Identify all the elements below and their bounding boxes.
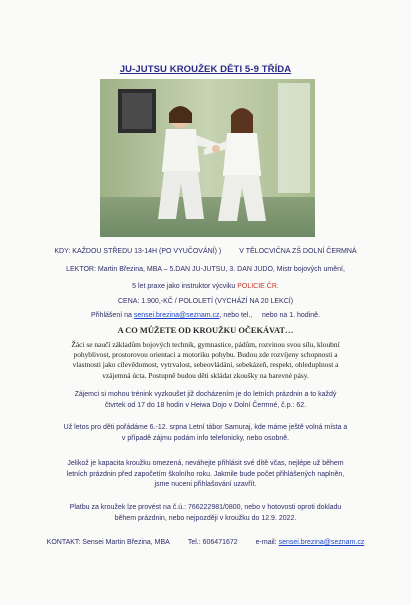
schedule-line — [14, 247, 397, 258]
paragraph-line: Platbu za kroužek lze provést na č.ú.: 766222981/0800, nebo v hotovosti oproti dokladu — [69, 504, 342, 511]
registration-prefix: Přihlášení na — [91, 312, 134, 319]
schedule-when: KDY: KAŽDOU STŘEDU 13-14H (PO VYUČOVÁNÍ) ) — [54, 248, 222, 255]
paragraph-line: v případě zájmu podám info telefonicky, nebo osobně. — [121, 434, 290, 442]
trial-paragraph — [14, 390, 397, 411]
lecturer-line-2 — [14, 282, 397, 293]
contact-name: KONTAKT: Sensei Martin Březina, MBA — [46, 539, 170, 546]
lecturer-line-2-text: 5 let praxe jako instruktor výcviku — [132, 282, 238, 290]
lecturer-line-1: LEKTOR: Martin Březina, MBA – 5.DAN JU-JUTSU, 3. DAN JUDO, Mistr bojových umění, — [66, 266, 345, 273]
paragraph-line: Zájemci si mohou trénink vyzkoušet již docházením je do letních prázdnin a to každý — [74, 391, 337, 398]
expectations-paragraph — [14, 340, 397, 381]
paragraph-line: vzájemná úcta. Postupně budou děti skládat zkoušky na barevné pásy. — [102, 370, 309, 380]
price-line — [14, 297, 397, 308]
paragraph-line: čtvrtek od 17 do 18 hodin v Heiwa Dojo v Dolní Čermné, č.p.: 62. — [104, 401, 307, 409]
paragraph-line: Už letos pro děti pořádáme 6.-12. srpna Letní tábor Samuraj, kde máme ještě volná místa a — [63, 424, 348, 431]
section-heading: A CO MŮŽETE OD KROUŽKU OČEKÁVAT… — [117, 326, 294, 335]
schedule-where: V TĚLOCVIČNA ZŠ DOLNÍ ČERMNÁ — [239, 248, 357, 255]
paragraph-line: letních prázdnin před započetím školního roku. Jakmile bude počet přihlášených naplněn, — [66, 470, 345, 478]
paragraph-line: Žáci se naučí základům bojových technik, gymnastice, pádům, rozvinou svou sílu, kloubní — [71, 340, 340, 349]
contact-email-link[interactable]: sensei.brezina@seznam.cz — [278, 539, 365, 546]
contact-phone: Tel.: 606471672 — [187, 539, 238, 546]
paragraph-line: jsme nuceni přihlašování uzavřít. — [154, 481, 257, 488]
contact-line — [14, 538, 397, 549]
capacity-paragraph — [14, 459, 397, 491]
lecturer-highlight: POLICIE ČR. — [237, 282, 279, 290]
page-title: JU-JUTSU KROUŽEK DĚTI 5-9 TŘÍDA — [119, 64, 292, 75]
paragraph-line: pohyblivost, prostorovou orientaci a motoriku pohybu. Budou zde rozvíjeny schopnosti a — [73, 350, 338, 360]
payment-paragraph — [14, 503, 397, 524]
price-text: CENA: 1.900,-KČ / POLOLETÍ (VYCHÁZÍ NA 20 LEKCÍ) — [117, 298, 294, 305]
lecturer-info — [14, 265, 397, 292]
photo-illustration — [100, 79, 315, 237]
contact-email-label: e-mail: — [255, 539, 279, 546]
registration-email-link[interactable]: sensei.brezina@seznam.cz — [133, 312, 220, 319]
camp-paragraph — [14, 423, 397, 444]
registration-line — [14, 311, 397, 322]
paragraph-line: během prázdnin, nebo nejpozději v kroužku do 12.9. 2022. — [114, 514, 297, 522]
photo-two-girls-martial-arts — [100, 79, 315, 237]
registration-suffix: , nebo tel., nebo na 1. hodině. — [219, 312, 320, 319]
paragraph-line: Jelikož je kapacita kroužku omezená, neváhejte přihlásit své dítě včas, nejlépe už během — [67, 460, 344, 467]
paragraph-line: vlastnosti jako cílevědomost, vytrvalost, sebeovládání, sebekázeň, respekt, ohleduplnost a — [72, 360, 339, 370]
